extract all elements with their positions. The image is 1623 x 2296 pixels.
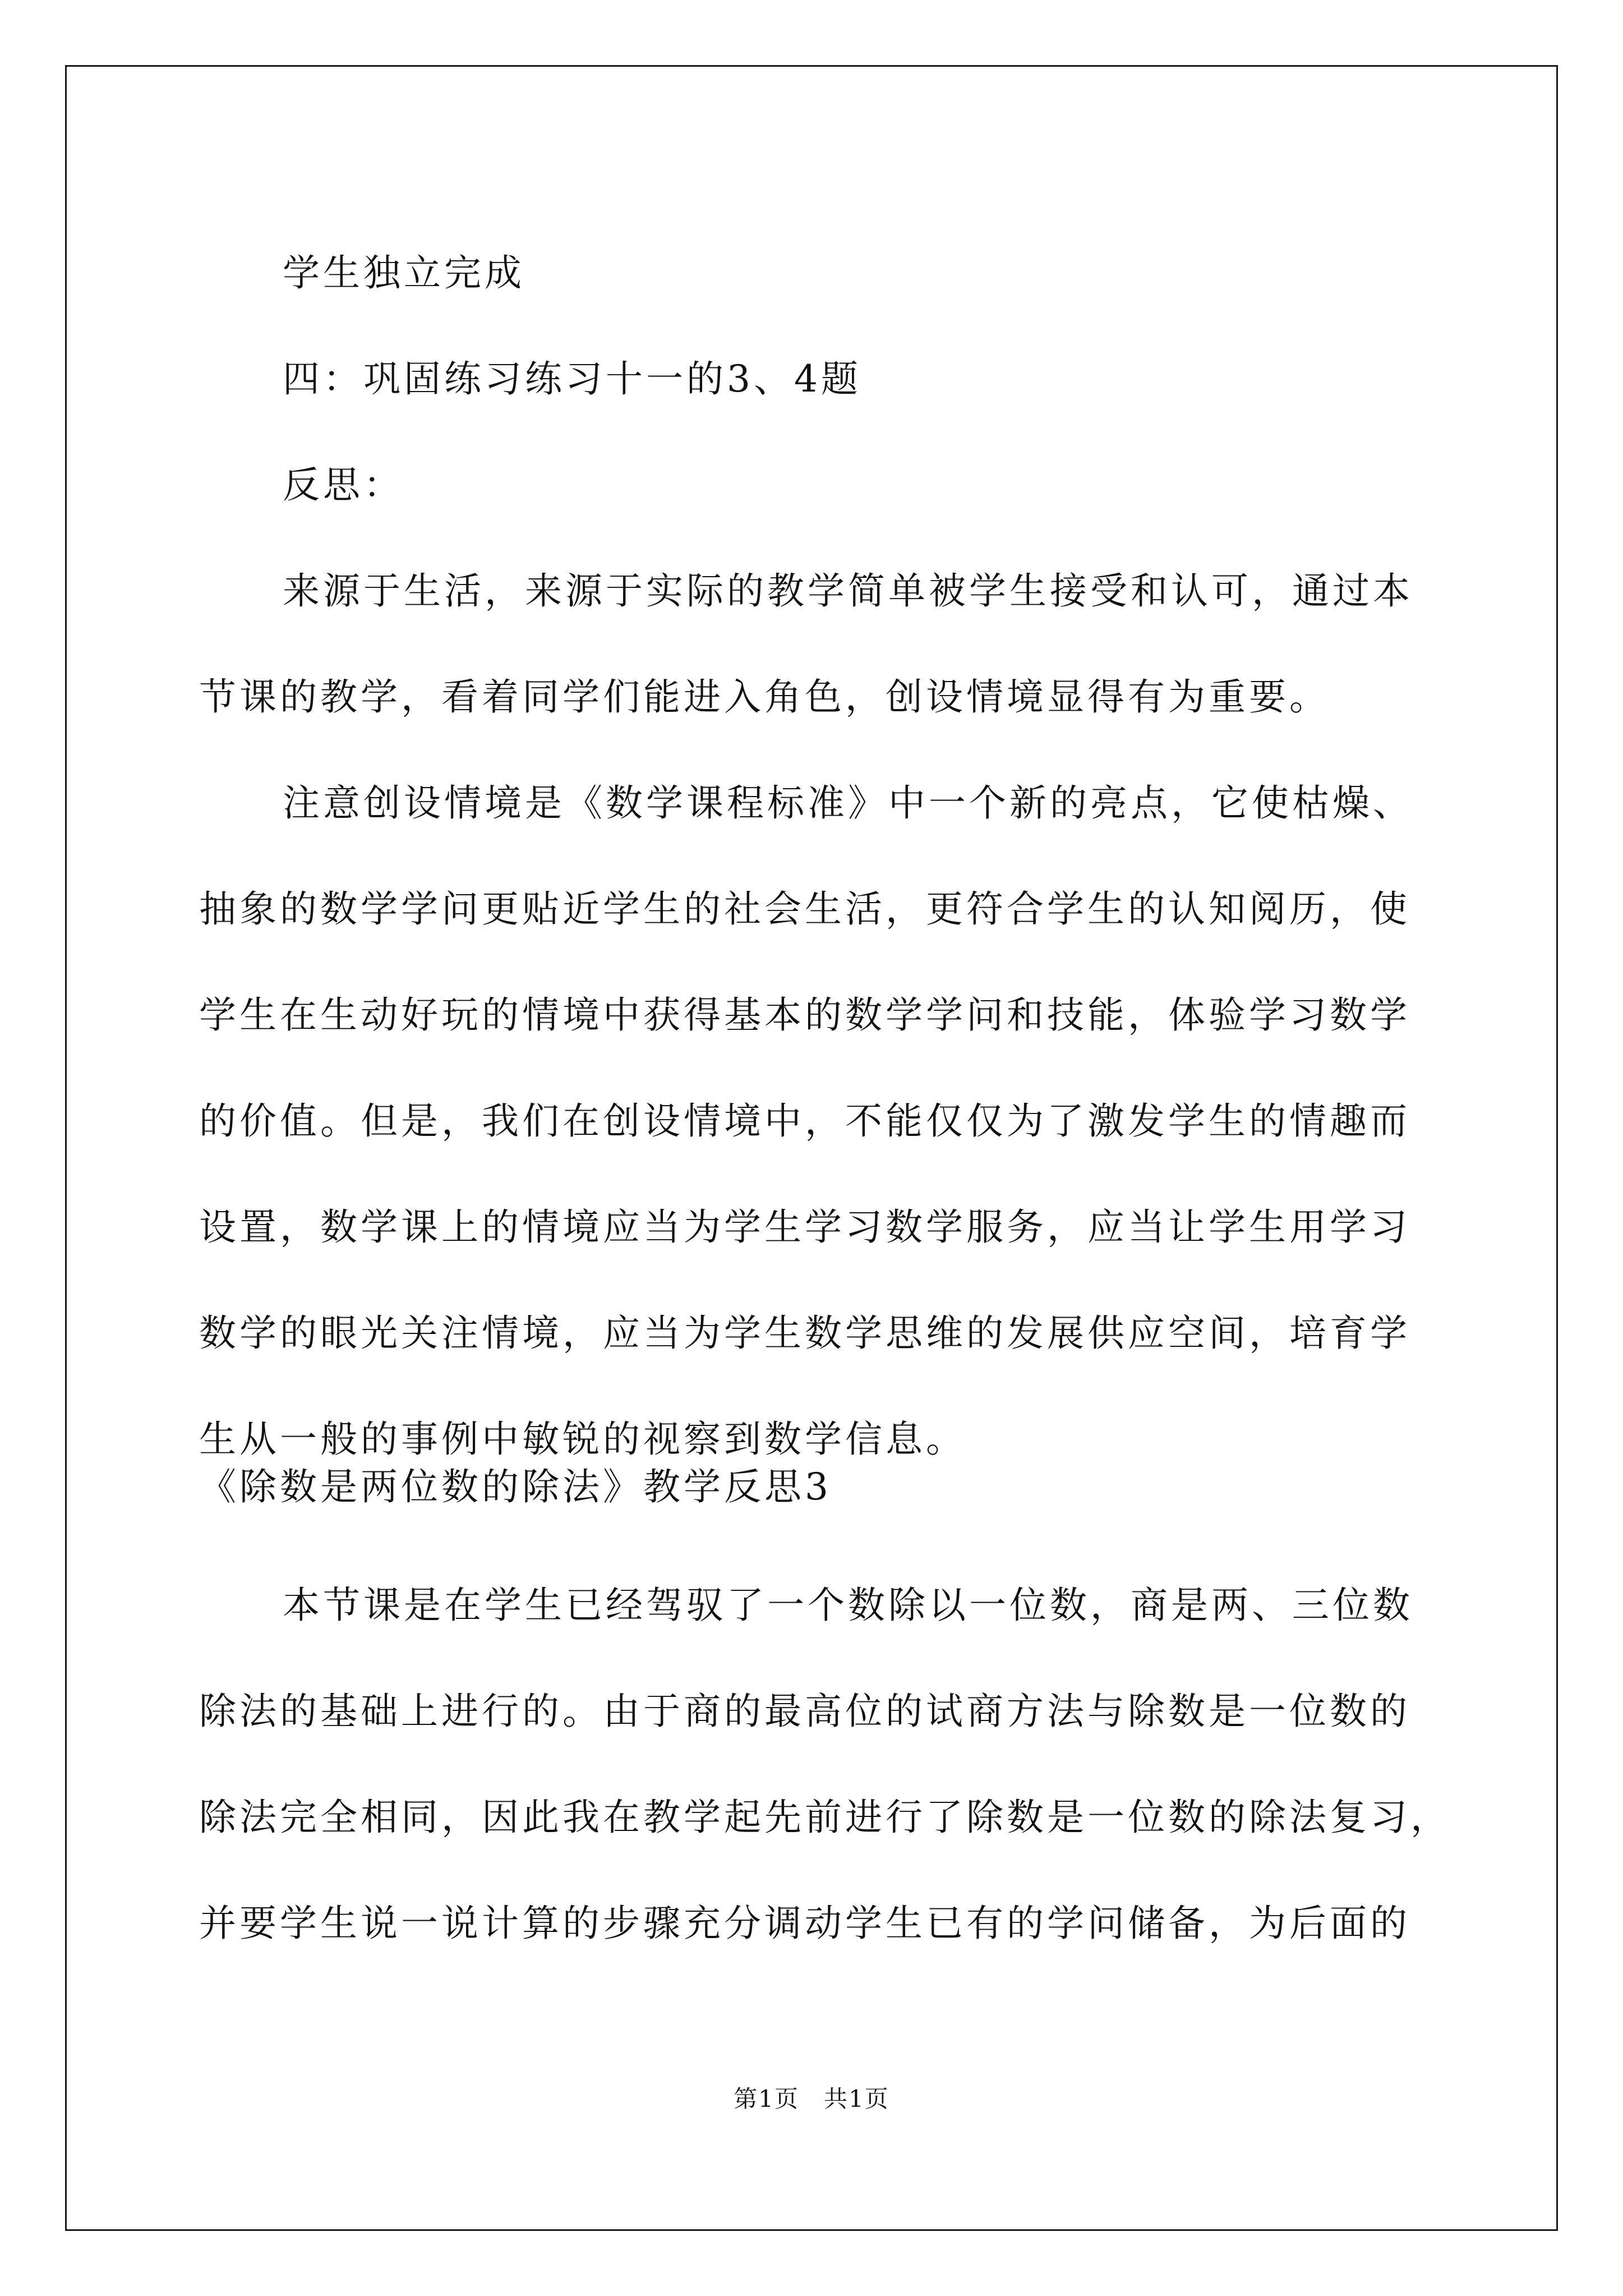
- text-line: 反思：: [283, 463, 404, 507]
- text-line: 抽象的数学学问更贴近学生的社会生活，更符合学生的认知阅历，使: [199, 887, 1410, 931]
- paragraph-practice: [199, 326, 1430, 432]
- paragraph-reflection-1: [199, 538, 1430, 750]
- section-body: [199, 1552, 1451, 1976]
- text-line: 的价值。但是，我们在创设情境中，不能仅仅为了激发学生的情趣而: [199, 1099, 1410, 1143]
- document-body: [199, 220, 1430, 1492]
- text-line: 节课的教学，看着同学们能进入角色，创设情境显得有为重要。: [199, 675, 1330, 719]
- text-line: 除法的基础上进行的。由于商的最高位的试商方法与除数是一位数的: [199, 1690, 1410, 1733]
- paragraph-independent-completion: [199, 220, 1430, 326]
- paragraph-reflection-2: [199, 750, 1430, 1492]
- text-line: 生从一般的事例中敏锐的视察到数学信息。: [199, 1418, 966, 1461]
- text-line: 并要学生说一说计算的步骤充分调动学生已有的学问储备，为后面的: [199, 1902, 1410, 1945]
- text-line: 四：巩固练习练习十一的3、4题: [283, 357, 861, 401]
- page-number-footer: 第1页 共1页: [734, 2085, 889, 2113]
- section-heading: 《除数是两位数的除法》教学反思3: [199, 1465, 832, 1508]
- text-line: 来源于生活，来源于实际的教学简单被学生接受和认可，通过本: [283, 569, 1413, 613]
- paragraph-reflection-label: [199, 432, 1430, 538]
- paragraph-section: [199, 1552, 1451, 1976]
- text-line: 注意创设情境是《数学课程标准》中一个新的亮点，它使枯燥、: [283, 781, 1413, 825]
- text-line: 本节课是在学生已经驾驭了一个数除以一位数，商是两、三位数: [283, 1584, 1413, 1627]
- text-line: 学生独立完成: [283, 251, 525, 295]
- text-line: 除法完全相同，因此我在教学起先前进行了除数是一位数的除法复习，: [199, 1796, 1451, 1839]
- text-line: 数学的眼光关注情境，应当为学生数学思维的发展供应空间，培育学: [199, 1312, 1410, 1355]
- text-line: 学生在生动好玩的情境中获得基本的数学学问和技能，体验学习数学: [199, 993, 1410, 1037]
- text-line: 设置，数学课上的情境应当为学生学习数学服务，应当让学生用学习: [199, 1205, 1410, 1249]
